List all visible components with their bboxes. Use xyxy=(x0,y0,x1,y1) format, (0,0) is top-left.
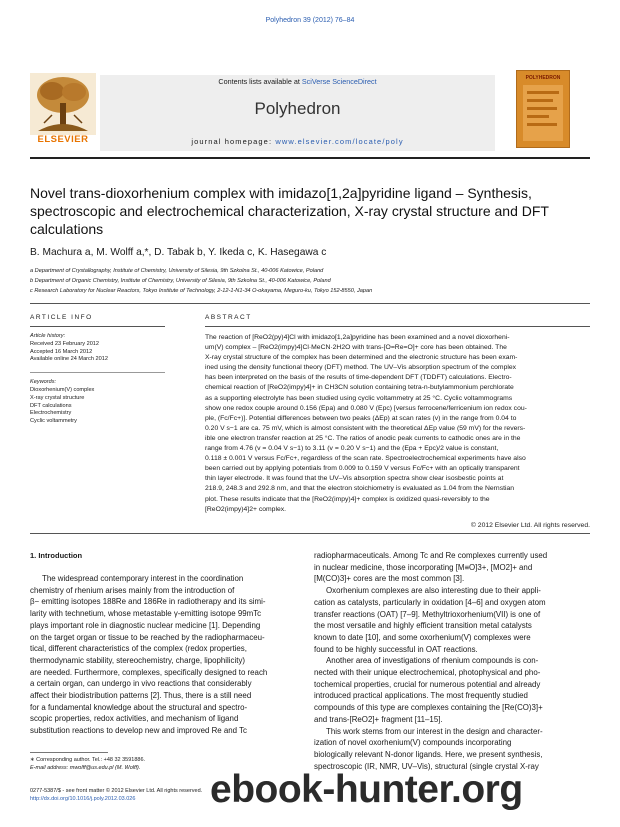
intro-line: chemistry of rhenium arises mainly from the introduction of xyxy=(30,585,235,595)
abstract-heading: ABSTRACT xyxy=(205,314,252,321)
intro-line: found to be highly successful in OAT reactions. xyxy=(314,644,478,654)
intro-line: affect their biodistribution patterns [2]. Thus, there is a still need xyxy=(30,691,252,701)
affiliations-rule xyxy=(30,303,590,304)
abstract-body xyxy=(205,333,590,515)
keyword-item: Cyclic voltammetry xyxy=(30,418,77,425)
affiliations xyxy=(30,266,595,297)
history-label: Article history: xyxy=(30,333,66,339)
intro-line: radiopharmaceuticals. Among Tc and Re complexes currently used xyxy=(314,551,548,560)
abstract-line: [ReO2(impy)4]2+ complex. xyxy=(205,505,287,513)
abstract-line: X-ray crystal structure of the complex has been determined and the electronic structure has been exam- xyxy=(205,354,518,362)
affiliation-c: c Research Laboratory for Nuclear Reactors, Tokyo Institute of Technology, 2-12-1-N1-34 O-okayama, Meguro-ku, Tokyo 152-8550, Japan xyxy=(30,288,373,295)
abstract-line: show one redox couple around 0.156 (Epa) and 0.080 V (Epc) [versus ferrocene/ferricenium ion redox cou- xyxy=(205,404,527,412)
intro-line: spectroscopic (IR, NMR, UV–Vis), structural (single crystal X-ray xyxy=(314,761,539,771)
homepage-prefix: journal homepage: xyxy=(191,137,276,146)
abstract-line: plot. These results indicate that the [ReO2(impy)4]+ complex is oxidized quasi-reversibly to the xyxy=(205,495,490,503)
keywords-label: Keywords: xyxy=(30,379,57,386)
abstract-rule xyxy=(205,326,590,327)
intro-line: scopic properties, redox activities, and mechanism of ligand xyxy=(30,714,239,724)
journal-name: Polyhedron xyxy=(254,99,341,118)
issn-line: 0277-5387/$ - see front matter © 2012 Elsevier Ltd. All rights reserved. xyxy=(30,788,203,794)
corresponding-author: ∗ Corresponding author. Tel.: +48 32 3591886. xyxy=(30,757,146,763)
intro-right-column xyxy=(314,550,591,772)
elsevier-wordmark: ELSEVIER xyxy=(37,134,89,145)
history-received: Received 23 February 2012 xyxy=(30,340,100,347)
abstract-line: range from 4.76 (v = 0.04 V s−1) to 3.11 (v = 0.20 V s−1) and the (Epa + Epc)/2 value is constant, xyxy=(205,445,499,453)
intro-line: thermodynamic stability, stereochemistry, charge, lipophilicity) xyxy=(30,655,246,665)
intro-line: known to date [10], and some oxorhenium(V) complexes were xyxy=(314,632,531,642)
keyword-item: Dioxorhenium(V) complex xyxy=(30,386,95,393)
keyword-item: Electrochemistry xyxy=(30,410,72,417)
abstract-line: ible one electron transfer reaction at 25 °C. The ratios of anodic peak currents to cathodic ones are in the xyxy=(205,434,521,442)
contents-prefix: Contents lists available at xyxy=(218,77,302,86)
intro-left-column xyxy=(30,573,307,737)
author-list: B. Machura a, M. Wolff a,*, D. Tabak b, Y. Ikeda c, K. Hasegawa c xyxy=(30,247,327,258)
intro-line: Another area of investigations of rhenium compounds is con- xyxy=(326,656,539,666)
article-info-heading: ARTICLE INFO xyxy=(30,314,93,321)
history-online: Available online 24 March 2012 xyxy=(30,356,108,363)
intro-line: transfer reactions (OAT) [7–9]. Methyltrioxorhenium(VII) is one of xyxy=(314,609,541,619)
contents-line xyxy=(100,77,495,86)
intro-line: compounds of this type are complexes containing the [Re(CO)3]+ xyxy=(314,703,543,713)
intro-line: cation as catalysts, particularly in oxidation [4–6] and oxygen atom xyxy=(314,597,546,607)
intro-line: ization of novel oxorhenium(V) compounds incorporating xyxy=(314,738,512,748)
keywords-rule xyxy=(30,372,165,373)
footnote-rule xyxy=(30,752,108,753)
watermark-text: ebook-hunter.org xyxy=(210,768,523,811)
copyright: © 2012 Elsevier Ltd. All rights reserved. xyxy=(470,521,590,529)
intro-line: introduced practical applications. The most frequently studied xyxy=(314,691,528,701)
abstract-section xyxy=(205,314,590,531)
elsevier-tree-logo xyxy=(30,73,96,143)
intro-line: The widespread contemporary interest in the coordination xyxy=(42,574,244,583)
abstract-line: 218.9, 248.3 and 292.8 nm, and that the electron stoichiometry is evaluated as 1.04 from the Nernstian xyxy=(205,485,515,493)
article-info-rule xyxy=(30,326,165,327)
intro-line: nected with their unique electrochemical, photophysical and pho- xyxy=(314,668,541,678)
journal-homepage xyxy=(100,137,495,146)
abstract-line: as a supporting electrolyte has been studied using cyclic voltammetry at 25 °C. Cyclic voltammograms xyxy=(205,394,513,402)
intro-line: a certain organ, can undergo in vivo reactions that considerably xyxy=(30,679,252,689)
intro-line: plays important role in diagnostic nuclear medicine [1]. Depending xyxy=(30,620,261,630)
abstract-line: thin layer electrode. It was found that the UV–Vis absorption spectra show clear isosbestic points at xyxy=(205,475,504,483)
abstract-line: ined using the density functional theory (DFT) method. The UV–Vis absorption spectrum of the complex xyxy=(205,364,517,372)
abstract-line: chemical reaction of [ReO2(impy)4]+ in CH3CN solution containing tetra-n-butylammonium perchlorate xyxy=(205,384,514,392)
abstract-line: been carried out by applying potentials from 0.009 to 0.159 V versus Fc/Fc+ with an optically transparent xyxy=(205,465,520,473)
intro-line: This work stems from our interest in the design and character- xyxy=(326,726,543,736)
intro-line: tochemical properties, crucial for numerous potential and already xyxy=(314,679,541,689)
homepage-link[interactable]: www.elsevier.com/locate/poly xyxy=(275,137,404,146)
doi-link[interactable]: http://dx.doi.org/10.1016/j.poly.2012.03.026 xyxy=(30,795,136,802)
intro-line: in nuclear medicine, those incorporating [M≡O]3+, [MO2]+ and xyxy=(314,562,533,572)
intro-line: [M(CO)3]+ cores are the most common [3]. xyxy=(314,574,465,584)
intro-line: are needed. Furthermore, complexes, specifically designed to reach xyxy=(30,667,268,677)
intro-line: for a fundamental knowledge about the structural and spectro- xyxy=(30,702,248,712)
abstract-line: has been interpreted on the basis of the results of time-dependent DFT (TDDFT) calculations. Electro- xyxy=(205,374,512,382)
abstract-bottom-rule xyxy=(30,533,590,534)
affiliation-b: b Department of Organic Chemistry, Institute of Chemistry, University of Silesia, 9th Szkolna St., 40-006 Katowice, Poland xyxy=(30,278,331,285)
abstract-line: um(V) complex – [ReO2(impy)4]Cl·MeCN·2H2O with trans-[O=Re=O]+ core has been obtained. The xyxy=(205,344,507,352)
introduction-heading: 1. Introduction xyxy=(30,551,83,560)
intro-line: β− emitting isotopes 188Re and 186Re in radiotherapy and its simi- xyxy=(30,597,266,607)
sciencedirect-link[interactable]: SciVerse ScienceDirect xyxy=(301,77,377,86)
history-accepted: Accepted 16 March 2012 xyxy=(30,348,93,355)
abstract-line: ple, (Fc/Fc+)]. Potential differences between two peaks (ΔEp) at scan rates (v) in the range from 0.04 to xyxy=(205,414,517,422)
abstract-line: The reaction of [ReO2(py)4]Cl with imidazo[1,2a]pyridine has been examined and a novel dioxorheni- xyxy=(205,334,510,341)
header-rule xyxy=(30,157,590,159)
keyword-item: X-ray crystal structure xyxy=(30,394,85,401)
article-title: Novel trans-dioxorhenium complex with imidazo[1,2a]pyridine ligand – Synthesis, spectroscopic and electrochemical characterization, X-ray crystal structure and DFT calculations xyxy=(30,185,549,237)
abstract-line: 0.20 V s−1 are ca. 75 mV, which is almost consistent with the theoretical ΔEp value (59 mV) for the revers- xyxy=(205,424,526,432)
intro-line: on the target organ or tissue to be reached by the radiopharmaceu- xyxy=(30,632,265,642)
intro-line: substitution reactions to develop new and improved Re and Tc xyxy=(30,726,247,736)
intro-line: biologically relevant N-donor ligands. Here, we present synthesis, xyxy=(314,749,543,759)
intro-line: the most versatile and highly efficient transition metal catalysts xyxy=(314,621,532,631)
affiliation-a: a Department of Crystallography, Institute of Chemistry, University of Silesia, 9th Szkolna St., 40-006 Katowice, Poland xyxy=(30,268,324,274)
intro-line: and trans-[ReO2]+ fragment [11–15]. xyxy=(314,714,443,724)
article-info xyxy=(30,314,165,426)
email-address[interactable]: E-mail address: mwolff@us.edu.pl (M. Wolff). xyxy=(30,764,141,771)
cover-title: POLYHEDRON xyxy=(525,75,561,81)
abstract-line: 0.118 ± 0.001 V versus Fc/Fc+, regardless of the scan rate. Spectroelectrochemical experiments have also xyxy=(205,455,526,463)
journal-reference[interactable]: Polyhedron 39 (2012) 76–84 xyxy=(265,17,355,24)
intro-line: tical, different characteristics of the complex (redox properties, xyxy=(30,644,247,654)
intro-line: Oxorhenium complexes are also interesting due to their appli- xyxy=(326,586,541,596)
keyword-item: DFT calculations xyxy=(30,402,72,409)
intro-line: larity with technetium, whose metastable γ-emitting isotope 99mTc xyxy=(30,609,262,619)
journal-cover-image xyxy=(516,70,570,148)
